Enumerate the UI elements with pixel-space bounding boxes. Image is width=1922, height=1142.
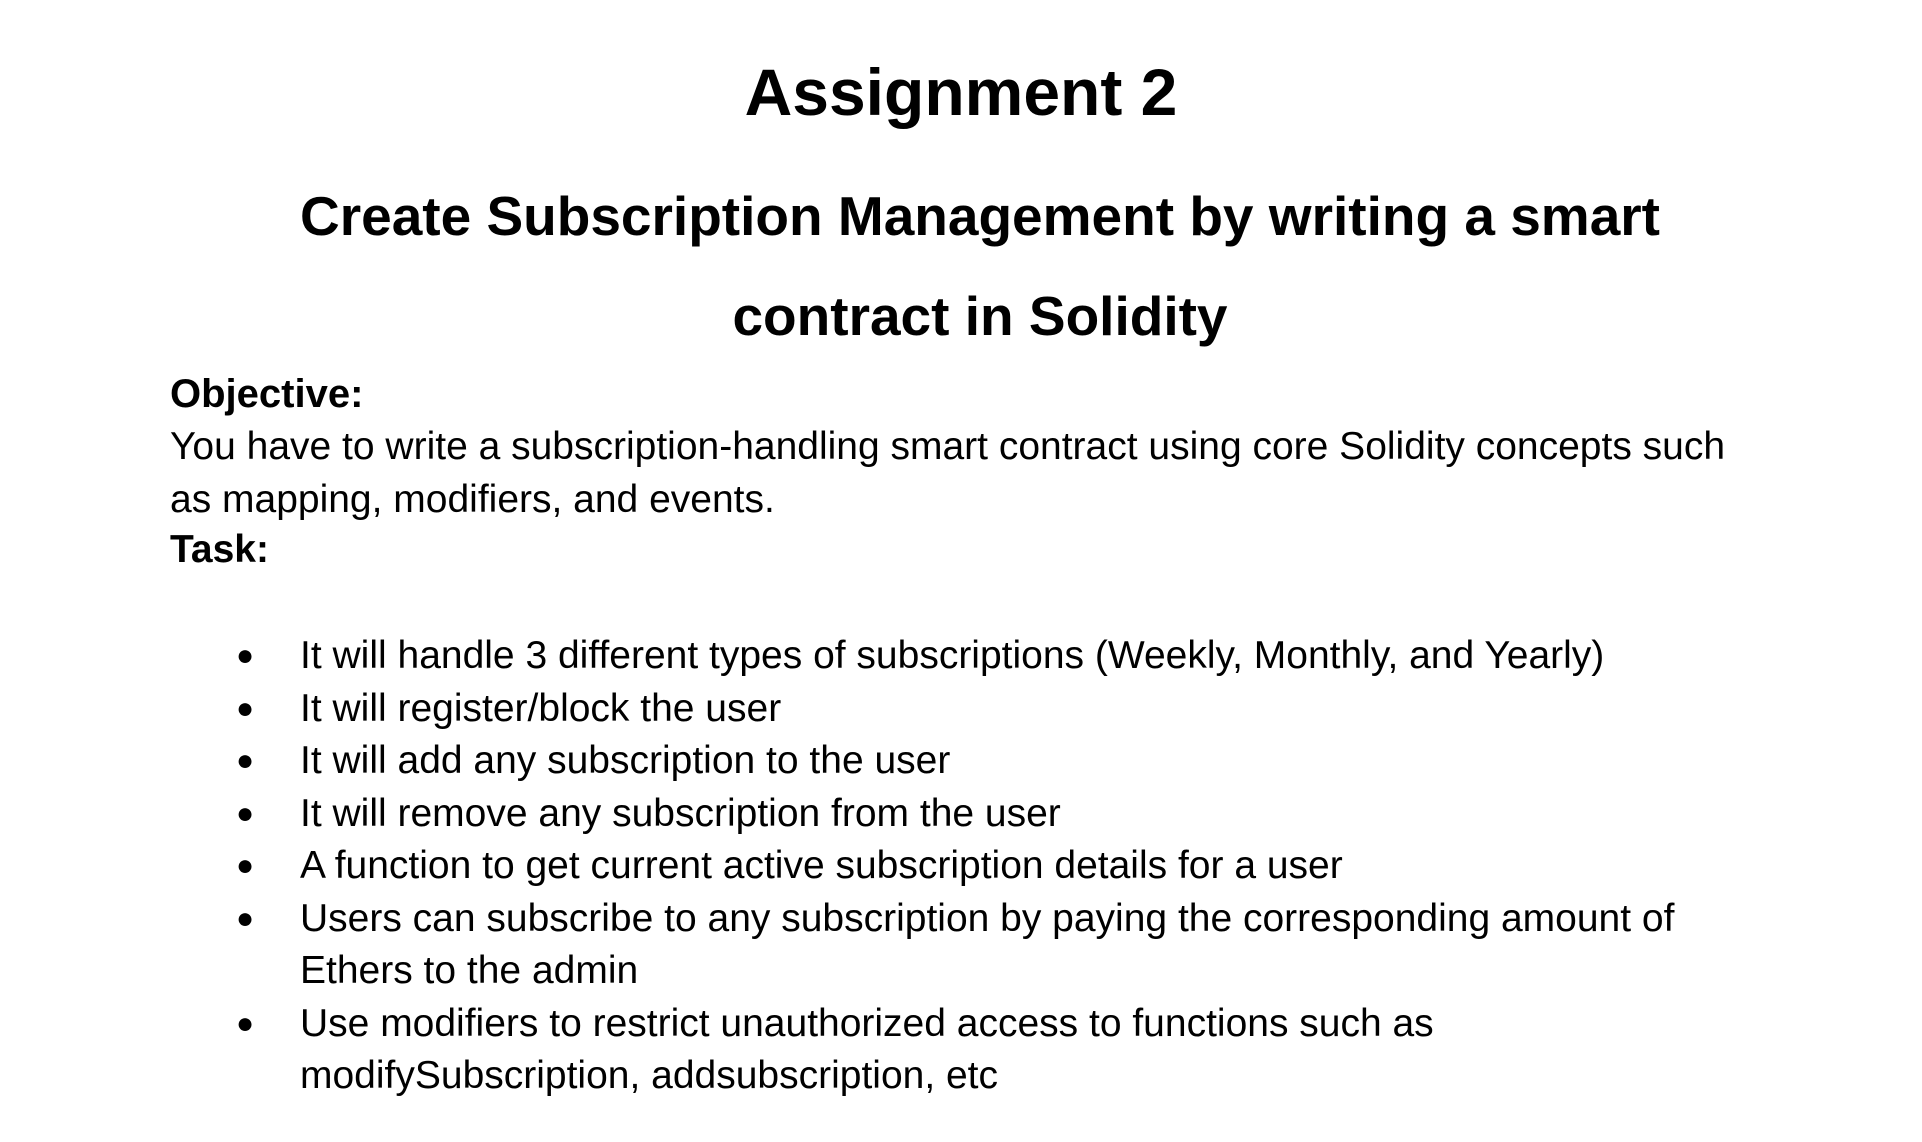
task-item-text: It will add any subscription to the user bbox=[300, 739, 951, 782]
bullet-icon: ● bbox=[236, 744, 255, 777]
task-heading: Task: bbox=[170, 528, 269, 571]
task-item-text: Use modifiers to restrict unauthorized access to functions such as modifySubscription, addsubscription, etc bbox=[300, 1001, 1434, 1097]
bullet-icon: ● bbox=[236, 639, 255, 672]
task-item bbox=[0, 683, 1700, 736]
task-item bbox=[0, 998, 1700, 1103]
task-item-text: It will register/block the user bbox=[300, 686, 782, 730]
task-item bbox=[0, 735, 1700, 788]
task-item bbox=[0, 788, 1700, 841]
task-item-text: A function to get current active subscription details for a user bbox=[300, 844, 1343, 887]
task-item bbox=[0, 840, 1700, 893]
bullet-icon: ● bbox=[236, 901, 255, 935]
objective-heading: Objective: bbox=[170, 372, 364, 416]
task-list bbox=[0, 630, 1922, 1103]
task-item bbox=[0, 630, 1700, 683]
task-item bbox=[0, 893, 1700, 998]
bullet-icon: ● bbox=[236, 849, 255, 882]
task-item-text: Users can subscribe to any subscription by paying the corresponding amount of Ethers to the admin bbox=[300, 896, 1675, 992]
bullet-icon: ● bbox=[236, 691, 255, 725]
task-item-text: It will handle 3 different types of subscriptions (Weekly, Monthly, and Yearly) bbox=[300, 634, 1605, 677]
bullet-icon: ● bbox=[236, 1006, 255, 1040]
document-subtitle: Create Subscription Management by writing a smart contract in Solidity bbox=[299, 185, 1660, 347]
objective-text: You have to write a subscription-handling smart contract using core Solidity concepts such as mapping, modifiers, and events. bbox=[170, 425, 1726, 521]
bullet-icon: ● bbox=[236, 796, 255, 830]
task-item-text: It will remove any subscription from the user bbox=[300, 791, 1061, 835]
document-title: Assignment 2 bbox=[744, 55, 1178, 129]
